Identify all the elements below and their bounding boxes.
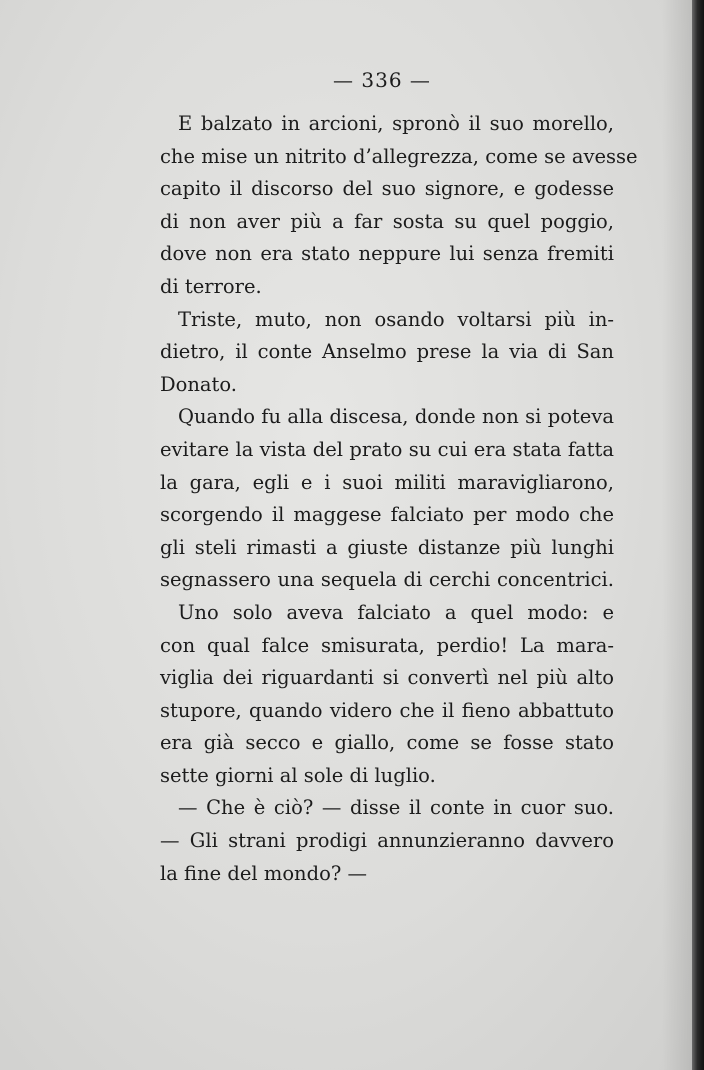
text-line: dietro, il conte Anselmo prese la via di San (160, 340, 614, 364)
text-line: stupore, quando videro che il fieno abbattuto (160, 698, 614, 722)
text-line: la fine del mondo? — (160, 861, 367, 885)
text-line: Quando fu alla discesa, donde non si poteva (178, 405, 614, 429)
page-number: — 336 — (333, 68, 431, 92)
book-spine (692, 0, 704, 1070)
text-line: sette giorni al sole di luglio. (160, 763, 436, 787)
text-line: E balzato in arcioni, spronò il suo morello, (178, 112, 614, 135)
text-line: evitare la vista del prato su cui era stata fatta (160, 437, 614, 461)
text-line: con qual falce smisurata, perdio! La mara- (160, 633, 614, 657)
text-line: Triste, muto, non osando voltarsi più in- (178, 307, 614, 331)
binding-shadow (662, 0, 692, 1070)
text-line: la gara, egli e i suoi militi maravigliarono, (160, 470, 614, 494)
text-line: di terrore. (160, 274, 262, 298)
text-line: — Gli strani prodigi annunzieranno davvero (160, 829, 614, 853)
text-line: Uno solo aveva falciato a quel modo: e (178, 600, 614, 624)
body-text (160, 108, 638, 890)
text-line: Donato. (160, 372, 237, 396)
text-line: — Che è ciò? — disse il conte in cuor suo. (178, 796, 614, 820)
text-line: dove non era stato neppure lui senza fremiti (160, 242, 614, 266)
text-line: viglia dei riguardanti si convertì nel più alto (160, 666, 614, 690)
text-line: di non aver più a far sosta su quel poggio, (160, 209, 614, 233)
text-line: che mise un nitrito d’allegrezza, come se avesse (160, 144, 638, 168)
text-line: era già secco e giallo, come se fosse stato (160, 731, 614, 755)
text-line: scorgendo il maggese falciato per modo che (160, 503, 614, 527)
text-line: capito il discorso del suo signore, e godesse (160, 177, 614, 201)
text-line: segnassero una sequela di cerchi concentrici. (160, 568, 614, 592)
text-line: gli steli rimasti a giuste distanze più lunghi (160, 535, 614, 559)
